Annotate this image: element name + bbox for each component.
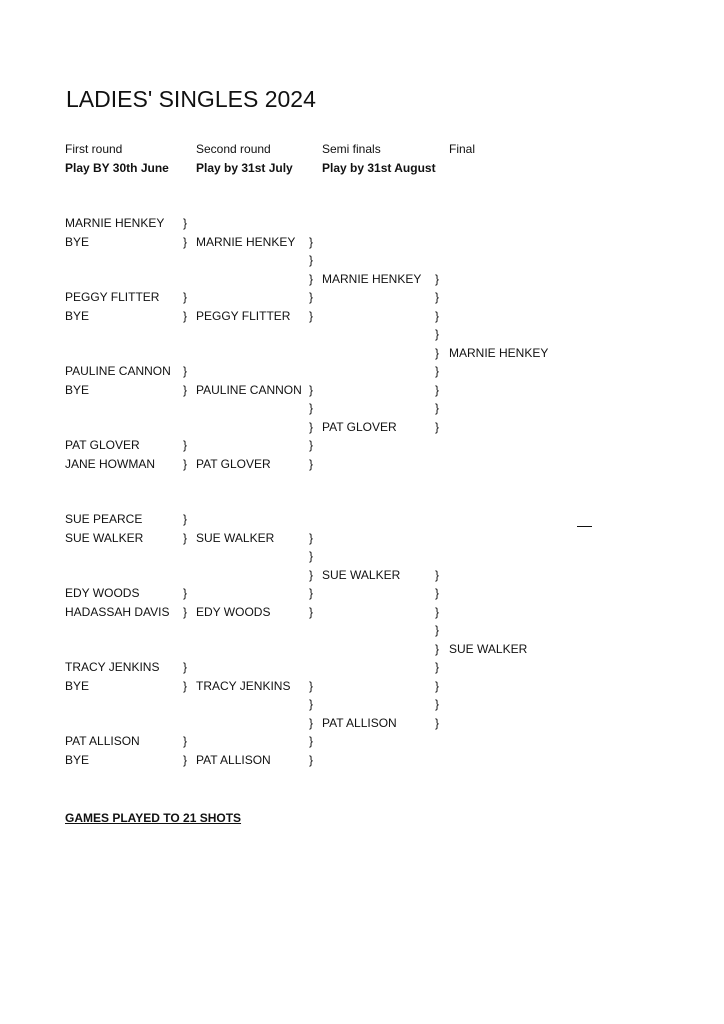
bracket-mark: } [309,401,314,415]
first-round-player: BYE [65,234,90,249]
first-round-player: MARNIE HENKEY [65,216,165,230]
deadline-semi: Play by 31st August [322,161,436,175]
final-player: MARNIE HENKEY [449,345,549,360]
first-round-player: PEGGY FLITTER [65,290,160,304]
bracket-mark: } [435,697,440,711]
bracket-mark: } [183,456,188,471]
bracket-mark: } [435,419,440,434]
semi-final-player: MARNIE HENKEY [322,271,422,286]
first-round-player: JANE HOWMAN [65,456,155,471]
bracket-mark: } [183,678,188,693]
bracket-mark: } [309,253,314,267]
bracket-mark: } [309,308,314,323]
second-round-player: MARNIE HENKEY [196,234,296,249]
round-header-semi: Semi finals [322,142,381,156]
bracket-mark: } [435,364,440,378]
bracket-mark: } [435,623,440,637]
bracket-mark: } [309,549,314,563]
second-round-player: PAT GLOVER [196,456,271,471]
second-round-player: PEGGY FLITTER [196,308,291,323]
bracket-mark: } [183,438,188,452]
first-round-player: PAULINE CANNON [65,364,171,378]
bracket-mark: } [309,382,314,397]
bracket-mark: } [309,604,314,619]
bracket-mark: } [435,586,440,600]
round-header-second: Second round [196,142,271,156]
bracket-mark: } [435,382,440,397]
bracket-mark: } [309,734,314,748]
first-round-player: BYE [65,752,90,767]
bracket-mark: } [183,216,188,230]
bracket-mark: } [183,308,188,323]
bracket-mark: } [183,660,188,674]
bracket-mark: } [309,456,314,471]
bracket-mark: } [435,271,440,286]
second-round-player: EDY WOODS [196,604,271,619]
deadline-second: Play by 31st July [196,161,293,175]
bracket-mark: } [309,271,314,286]
first-round-player: PAT GLOVER [65,438,140,452]
bracket-mark: } [309,530,314,545]
round-header-final: Final [449,142,476,156]
first-round-player: SUE PEARCE [65,512,143,526]
second-round-player: TRACY JENKINS [196,678,291,693]
bracket-mark: } [309,586,314,600]
bracket-mark: } [183,512,188,526]
semi-final-player: PAT ALLISON [322,715,397,730]
bracket-mark: } [309,678,314,693]
bracket-mark: } [309,715,314,730]
bracket-mark: } [435,641,440,656]
bracket-mark: } [183,530,188,545]
bracket-mark: } [435,678,440,693]
footer-note: GAMES PLAYED TO 21 SHOTS [65,811,242,825]
deadline-first: Play BY 30th June [65,161,169,175]
first-round-player: PAT ALLISON [65,734,140,748]
stray-dash-mark [577,526,592,527]
bracket-mark: } [183,234,188,249]
bracket-mark: } [309,419,314,434]
first-round-player: BYE [65,678,90,693]
bracket-mark: } [309,234,314,249]
bracket-mark: } [309,752,314,767]
second-round-player: PAT ALLISON [196,752,271,767]
semi-final-player: SUE WALKER [322,567,401,582]
first-round-player: EDY WOODS [65,586,140,600]
first-round-player: BYE [65,382,90,397]
bracket-mark: } [435,660,440,674]
bracket-mark: } [435,327,440,341]
bracket-mark: } [435,308,440,323]
bracket-mark: } [435,715,440,730]
first-round-player: HADASSAH DAVIS [65,604,170,619]
bracket-mark: } [435,567,440,582]
bracket-mark: } [309,290,314,304]
bracket-mark: } [435,604,440,619]
bracket-mark: } [183,364,188,378]
first-round-player: BYE [65,308,90,323]
bracket-mark: } [183,752,188,767]
bracket-mark: } [183,734,188,748]
bracket-mark: } [309,697,314,711]
second-round-player: PAULINE CANNON [196,382,302,397]
bracket-mark: } [309,567,314,582]
semi-final-player: PAT GLOVER [322,419,397,434]
second-round-player: SUE WALKER [196,530,275,545]
bracket-mark: } [435,290,440,304]
bracket-mark: } [183,604,188,619]
bracket-mark: } [435,401,440,415]
final-player: SUE WALKER [449,641,528,656]
bracket-mark: } [183,586,188,600]
bracket-mark: } [183,382,188,397]
page-title: LADIES' SINGLES 2024 [66,86,316,112]
bracket-mark: } [435,345,440,360]
round-header-first: First round [65,142,123,156]
bracket-mark: } [309,438,314,452]
first-round-player: SUE WALKER [65,530,144,545]
bracket-mark: } [183,290,188,304]
first-round-player: TRACY JENKINS [65,660,160,674]
